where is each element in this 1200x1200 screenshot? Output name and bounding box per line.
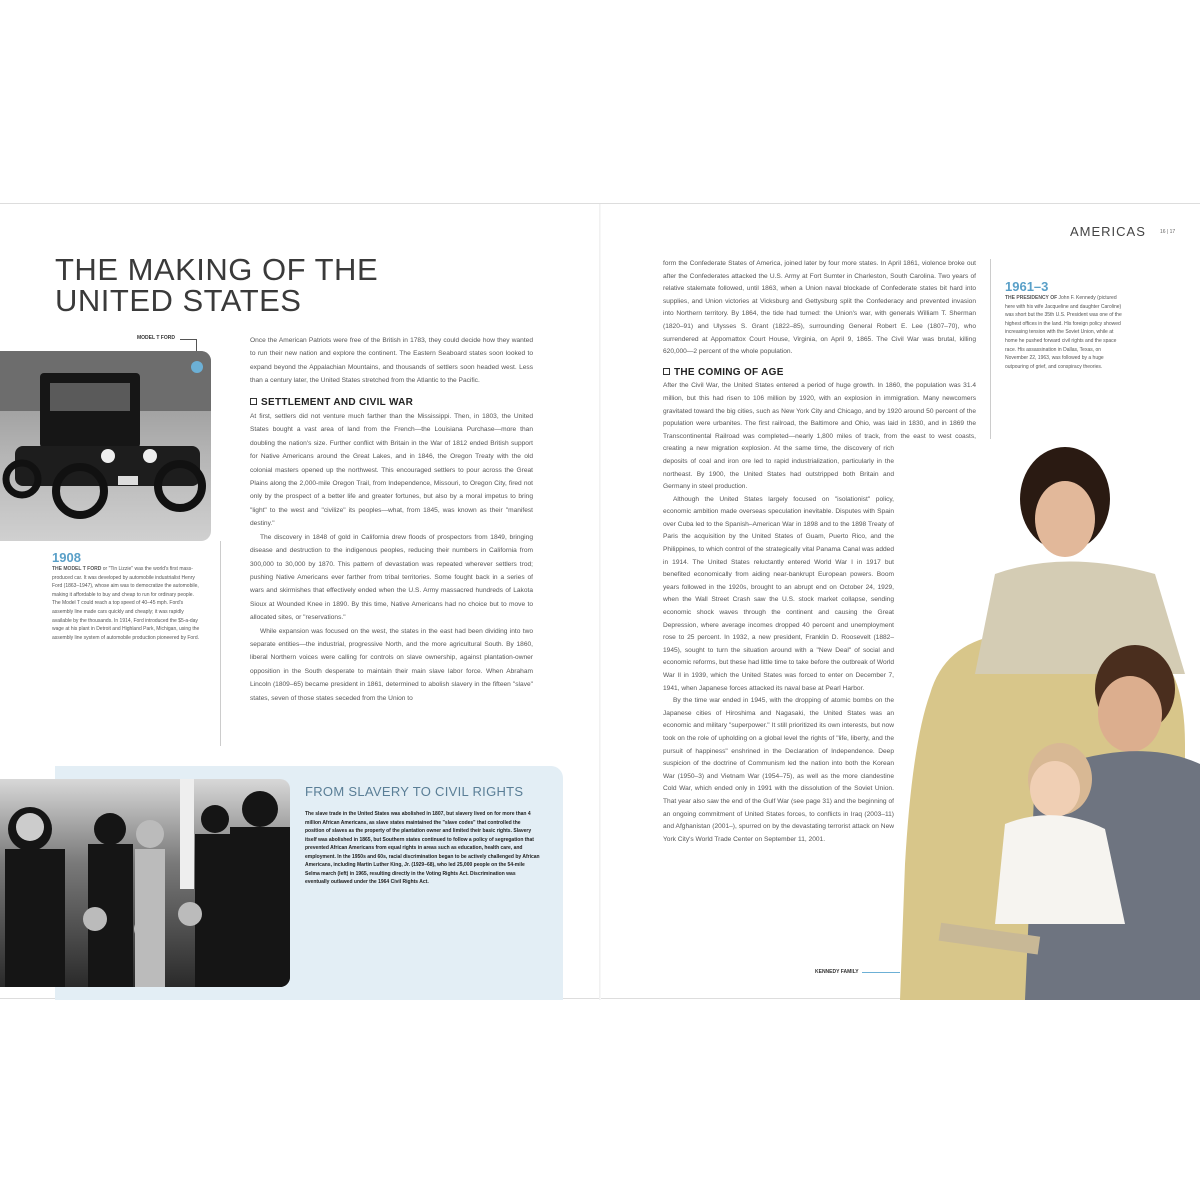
divider — [220, 541, 221, 746]
family-portrait-icon — [900, 444, 1200, 1000]
model-t-photo — [0, 351, 211, 541]
caption-year: 1961–3 — [1005, 279, 1049, 294]
feature-title: FROM SLAVERY TO CIVIL RIGHTS — [305, 784, 524, 799]
caption-year: 1908 — [52, 550, 81, 565]
caption-1961 — [1005, 279, 1125, 371]
section-header: AMERICAS — [1070, 224, 1146, 239]
title-line-1: THE MAKING OF THE — [55, 252, 379, 287]
section-heading — [663, 367, 976, 380]
heading-text: THE COMING OF AGE — [674, 366, 784, 378]
paragraph: While expansion was focused on the west, the states in the east had been dividing into two separate entities—the industrial, progressive North, and the more agricultural South. By 1860, liberal Northern voices were calling for controls on slave ownership, against plantation-owner opposition in the South desperate to maintain their main slave labor force. When Abraham Lincoln (1809–65) became president in 1861, determined to abolish slavery in the fifteen "slave" states, seven of those states seceded from the Union to — [250, 627, 533, 702]
heading-bullet-icon — [663, 368, 670, 375]
section-heading — [250, 396, 533, 409]
heading-bullet-icon — [250, 398, 257, 405]
title-line-2: UNITED STATES — [55, 283, 302, 318]
caption-lead: THE MODEL T FORD — [52, 566, 102, 572]
label-leader — [180, 339, 196, 340]
paragraph: Although the United States largely focused on "isolationist" policy, economic ambition made overseas speculation inevitable. Disputes with Spain over Cuba led to the Spanish–American War in 1898 and to the 1898 Treaty of Paris the acquisition by the United States of Guam, Puerto Rico, and the Philippines, to which control of the strategically vital Panama Canal was added in 1914. The United States reluctantly entered World War I in 1917 but benefited economically from aiding near-bankrupt European powers. Boom years followed in the 1920s, brought to an abrupt end on October 24, 1929, when the Wall Street Crash saw the U.S. stock market collapse, sending economic shock waves through the continent and causing the Great Depression, where average incomes dropped 40 percent and unemployment rose to 25 percent. In 1932, a new president, Franklin D. Roosevelt (1882–1945), sought to turn the situation around with a "New Deal" of social and economic reforms, but these had little time to take before the outbreak of World War II in 1939, which the United States was forced to enter on December 7, 1941, when Japanese forces attacked its naval base at Pearl Harbor. — [663, 495, 894, 692]
kennedy-family-photo — [900, 444, 1200, 1000]
page-numbers: 16 | 17 — [1160, 229, 1176, 235]
intro-paragraph: Once the American Patriots were free of the British in 1783, they could decide how they wanted to run their new nation and explore the continent. The Eastern Seaboard states soon looked to expand beyond the Appalachian Mountains, and thousands of settlers soon headed west. Less than a century later, the United States stretched from the Atlantic to the Pacific. — [250, 337, 533, 385]
crowd-icon — [0, 779, 290, 987]
label-leader — [862, 972, 900, 973]
paragraph: After the Civil War, the United States entered a period of huge growth. In 1860, the population was 31.4 million, but this had risen to 106 million by 1920, with an explosion in immigration. Many newcomers gravitated toward the big cities, such as New York City and Chicago, and by 1920 around 50 percent of the population were urbanites. The first railroad, the Baltimore and Ohio, was laid in 1830, and in 1869 the Transcontinental Railroad was completed—nearly 1,800 miles of track, from the east to west coasts, creating a new migration explosion. At the same time, the discovery of rich deposits of coal and iron ore led to rapid industrialization, particularly in the northeast. By 1900, the United States had outstripped both Britain and Germany in steel production. — [663, 382, 976, 491]
paragraph: The discovery in 1848 of gold in California drew floods of prospectors from 1849, bringing disease and destruction to the indigenous peoples, reducing their numbers in California from 300,000 to 30,000 by 1870. This pattern of devastation was repeated wherever settlers trod; pushing Native Americans ever farther from tribal territories. Some fought back in a series of wars and skirmishes that effectively ended when the U.S. Army massacred hundreds of Lakota Sioux at Wounded Knee in 1890. By this time, Native Americans had no choice but to move to allocated sites, or "reservations." — [250, 533, 533, 622]
left-column — [250, 334, 533, 705]
heading-text: SETTLEMENT AND CIVIL WAR — [261, 396, 414, 408]
selma-march-photo — [0, 779, 290, 987]
paragraph: form the Confederate States of America, joined later by four more states. In April 1861, violence broke out after the Confederates attacked the U.S. Army at Fort Sumter in Charleston, South Carolina. Two years of relative stalemate followed, until 1863, when a Union naval blockade of Confederate states bit hard into supplies, and Union victories at Vicksburg and Gettysburg split the Confederacy and prevented invasion into Northern territory. By 1864, the tide had turned: the Union's war, with generals William T. Sherman (1820–91) and Ulysses S. Grant (1822–85), surrounding General Robert E. Lee (1807–70), who surrendered at Appomattox Court House, Virginia, on April 9, 1865. The Civil War was brutal, killing 620,000—2 percent of the whole population. — [663, 260, 976, 356]
kennedy-photo-label: KENNEDY FAMILY — [815, 969, 859, 975]
caption-text: or "Tin Lizzie" was the world's first mass-produced car. It was developed by automobile industrialist Henry Ford (1863–1947), whose aim was to democratize the automobile, making it affordable to buy and cheap to run for ordinary people. The Model T could reach a top speed of 40–45 mph. Ford's assembly line made cars quickly and cheaply; it was rapidly available by the thousands. In 1914, Ford introduced the $5-a-day wage at his plant in Detroit and Highland Park, Michigan, using the assembly line system of automobile production pioneered by Ford. — [52, 566, 200, 641]
caption-lead: THE PRESIDENCY OF — [1005, 295, 1058, 301]
page-title — [55, 254, 378, 316]
paragraph: By the time war ended in 1945, with the dropping of atomic bombs on the Japanese cities of Hiroshima and Nagasaki, the United States was an economic and military "superpower." It still prioritized its own interests, but now took on the role of upholding on a global level the rights of "life, liberty, and the pursuit of happiness" enshrined in the Declaration of Independence. Deep suspicion of the doctrine of Communism led the nation into both the Korean War (1950–3) and Vietnam War (1954–75), as well as the more clandestine Cold War, which ended only in 1991 with the dissolution of the Soviet Union. That year also saw the end of the Gulf War (see page 31) and the beginning of an ongoing commitment of United States forces, to conflicts in Iraq (2003–11) and Afghanistan (2001–), spurred on by the devastating terrorist attack on New York City's World Trade Center on September 11, 2001. — [663, 697, 894, 843]
caption-1908 — [52, 550, 202, 642]
feature-text: The slave trade in the United States was abolished in 1807, but slavery lived on for more than 4 million African Americans, as slave states maintained the "slave codes" that controlled the position of slaves as the property of the plantation owner and limited their basic rights. Slavery itself was abolished in 1865, but Southern states continued to follow a policy of segregation that prevented African Americans from equal rights in areas such as education, health care, and employment. In the 1950s and 60s, racial discrimination began to be actively challenged by African Americans, including Martin Luther King, Jr. (1929–68), who led 25,000 people on the 54-mile Selma march (left) in 1965, resulting directly in the Voting Rights Act. Discrimination was eventually outlawed under the 1964 Civil Rights Act. — [305, 811, 540, 885]
paragraph: At first, settlers did not venture much farther than the Mississippi. Then, in 1803, the United States bought a vast area of land from the French—the Louisiana Purchase—more than doubling the nation's size. Further conflict with Britain in the War of 1812 ended British support for Native Americans around the Great Lakes, and in 1846, the Oregon Treaty with the old colonial masters opened up the northwest. This encouraged settlers to pour across the Great Plains along the 2,000-mile Oregon Trail, from Independence, Missouri, to Oregon City, fired not only by the prospect of a better life and greater fortunes, but also by a moral impetus to bring "light" to the west and "civilize" its peoples—what, from 1845, was known as their "manifest destiny." — [250, 413, 533, 528]
car-icon — [0, 351, 211, 541]
book-spread — [0, 203, 1200, 999]
gutter — [599, 204, 601, 1000]
caption-text: John F. Kennedy (pictured here with his wife Jacqueline and daughter Caroline) was short but the 35th U.S. President was one of the highest offices in the land. His foreign policy showed increasing tension with the Soviet Union, while at home he pushed forward civil rights and the space race. His assassination in Dallas, Texas, on November 22, 1963, was followed by a huge outpouring of grief, and conspiracy theories. — [1005, 295, 1122, 370]
car-photo-label: MODEL T FORD — [137, 335, 175, 341]
divider — [990, 259, 991, 439]
